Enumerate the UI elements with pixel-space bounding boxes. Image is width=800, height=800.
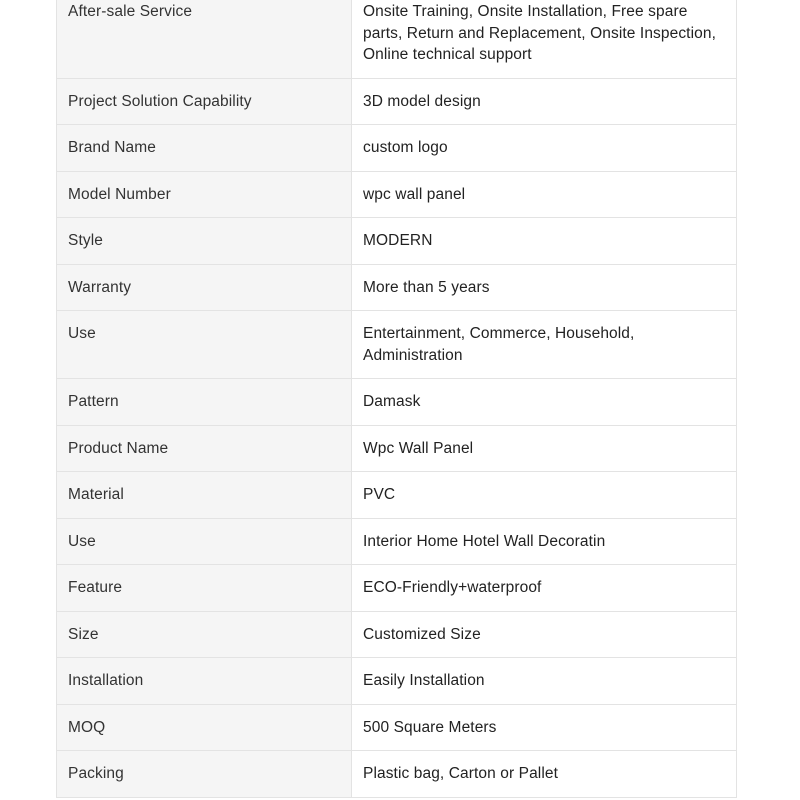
spec-value: Easily Installation [352,658,737,705]
spec-row-warranty [57,264,737,311]
spec-value: wpc wall panel [352,171,737,218]
spec-label: Feature [57,565,352,612]
spec-value: Wpc Wall Panel [352,425,737,472]
spec-row-style [57,218,737,265]
spec-row-installation [57,658,737,705]
spec-value: Customized Size [352,611,737,658]
spec-label: Pattern [57,379,352,426]
spec-value: Damask [352,379,737,426]
spec-label: Use [57,311,352,379]
spec-label: Warranty [57,264,352,311]
spec-label: Material [57,472,352,519]
product-spec-table [56,0,737,798]
spec-value: PVC [352,472,737,519]
spec-row-product-name [57,425,737,472]
spec-label: Use [57,518,352,565]
spec-label: Style [57,218,352,265]
spec-row-feature [57,565,737,612]
spec-row-size [57,611,737,658]
spec-value: ECO-Friendly+waterproof [352,565,737,612]
spec-row-moq [57,704,737,751]
spec-label: Packing [57,751,352,798]
spec-row-pattern [57,379,737,426]
spec-row-material [57,472,737,519]
spec-value: Onsite Training, Onsite Installation, Free spare parts, Return and Replacement, Onsite Inspection, Online technical support [352,0,737,78]
spec-value: More than 5 years [352,264,737,311]
spec-value: 500 Square Meters [352,704,737,751]
spec-value: Entertainment, Commerce, Household, Administration [352,311,737,379]
spec-label: Size [57,611,352,658]
spec-label: Project Solution Capability [57,78,352,125]
spec-label: MOQ [57,704,352,751]
spec-value: MODERN [352,218,737,265]
spec-row-after-sale-service [57,0,737,78]
spec-row-use-interior [57,518,737,565]
spec-label: Brand Name [57,125,352,172]
spec-row-model-number [57,171,737,218]
spec-label: Installation [57,658,352,705]
spec-value: Plastic bag, Carton or Pallet [352,751,737,798]
spec-label: Model Number [57,171,352,218]
spec-row-brand-name [57,125,737,172]
spec-value: custom logo [352,125,737,172]
spec-value: 3D model design [352,78,737,125]
spec-label: After-sale Service [57,0,352,78]
spec-label: Product Name [57,425,352,472]
spec-value: Interior Home Hotel Wall Decoratin [352,518,737,565]
spec-row-use [57,311,737,379]
spec-row-project-solution-capability [57,78,737,125]
spec-row-packing [57,751,737,798]
